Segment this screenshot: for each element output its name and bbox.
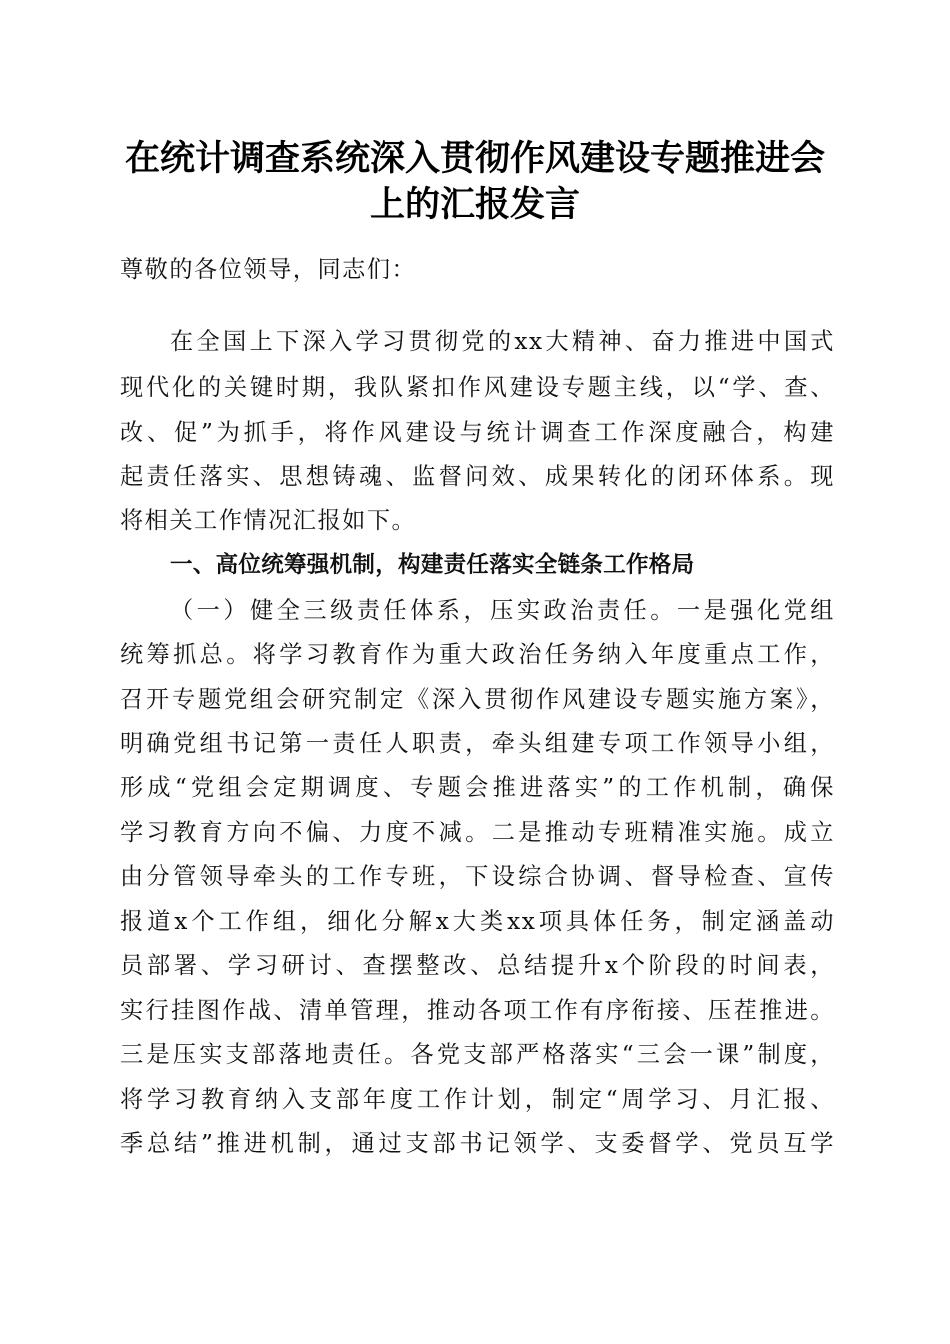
document-title-line-1: 在统计调查系统深入贯彻作风建设专题推进会 bbox=[124, 138, 825, 179]
intro-line-5: 将相关工作情况汇报如下。 bbox=[120, 507, 417, 534]
section-1-line-2: 统筹抓总。将学习教育作为重大政治任务纳入年度重点工作， bbox=[120, 641, 835, 668]
section-1-line-6: 学习教育方向不偏、力度不减。二是推动专班精准实施。成立 bbox=[120, 819, 835, 846]
document-title-line-2: 上的汇报发言 bbox=[369, 184, 580, 225]
section-1-heading: 一、高位统筹强机制，构建责任落实全链条工作格局 bbox=[170, 552, 695, 578]
section-1-line-8: 报道x个工作组，细化分解x大类xx项具体任务，制定涵盖动 bbox=[120, 908, 835, 935]
section-1-line-7: 由分管领导牵头的工作专班，下设综合协调、督导检查、宣传 bbox=[120, 863, 835, 890]
intro-line-3: 改、促”为抓手，将作风建设与统计调查工作深度融合，构建 bbox=[120, 419, 835, 446]
section-1-line-9: 员部署、学习研讨、查摆整改、总结提升x个阶段的时间表， bbox=[120, 952, 835, 979]
intro-line-4: 起责任落实、思想铸魂、监督问效、成果转化的闭环体系。现 bbox=[120, 463, 835, 490]
section-1-line-1: （一）健全三级责任体系，压实政治责任。一是强化党组 bbox=[170, 597, 835, 624]
salutation: 尊敬的各位领导，同志们： bbox=[120, 256, 417, 283]
section-1-line-10: 实行挂图作战、清单管理，推动各项工作有序衔接、压茬推进。 bbox=[120, 997, 835, 1024]
section-1-line-11: 三是压实支部落地责任。各党支部严格落实“三会一课”制度， bbox=[120, 1041, 835, 1068]
section-1-line-3: 召开专题党组会研究制定《深入贯彻作风建设专题实施方案》， bbox=[120, 686, 835, 713]
section-1-line-13: 季总结”推进机制，通过支部书记领学、支委督学、党员互学 bbox=[120, 1130, 835, 1157]
section-1-line-5: 形成“党组会定期调度、专题会推进落实”的工作机制，确保 bbox=[120, 774, 835, 801]
intro-line-1: 在全国上下深入学习贯彻党的xx大精神、奋力推进中国式 bbox=[170, 328, 835, 355]
section-1-line-12: 将学习教育纳入支部年度工作计划，制定“周学习、月汇报、 bbox=[120, 1086, 835, 1113]
section-1-line-4: 明确党组书记第一责任人职责，牵头组建专项工作领导小组， bbox=[120, 730, 835, 757]
intro-line-2: 现代化的关键时期，我队紧扣作风建设专题主线，以“学、查、 bbox=[120, 374, 835, 401]
